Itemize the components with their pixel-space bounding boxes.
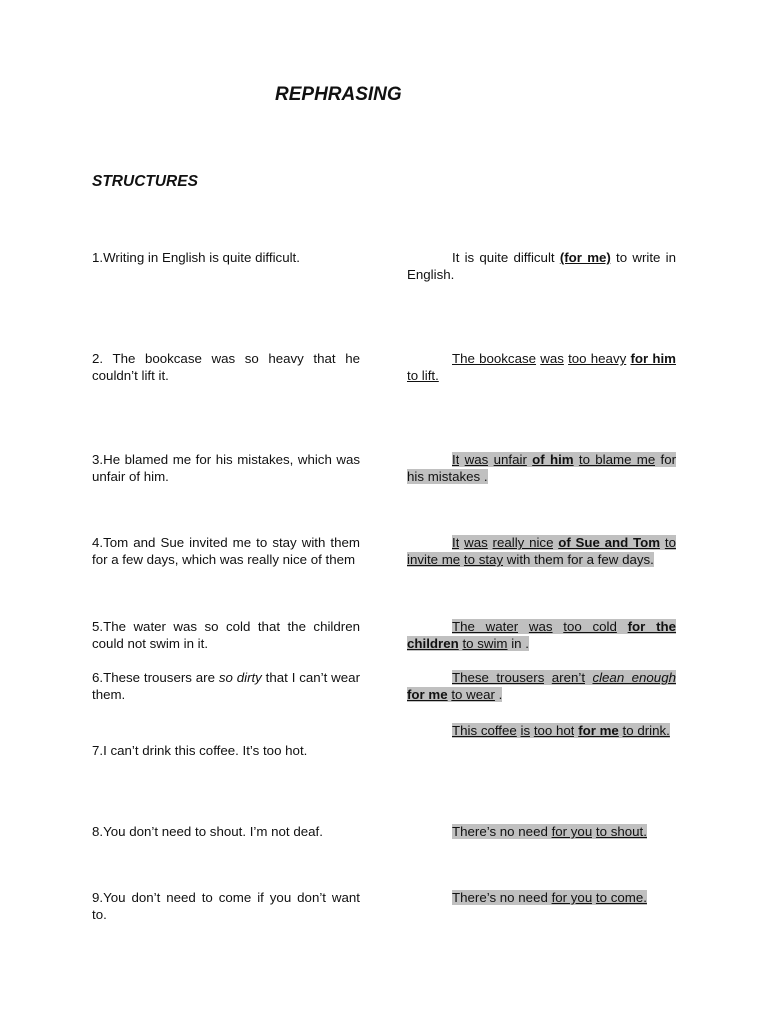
question-1: 1.Writing in English is quite difficult. <box>92 250 300 265</box>
answer-segment: to swim <box>462 636 508 651</box>
answer-segment <box>488 535 493 550</box>
answer-segment: was <box>464 535 488 550</box>
answer-segment: was <box>464 452 489 467</box>
answer-segment: for you <box>551 890 593 905</box>
answer-segment: too heavy <box>568 351 627 366</box>
answer-segment: This coffee <box>452 723 517 738</box>
answer-segment: (for me) <box>559 250 611 265</box>
answer-segment: The bookcase <box>452 351 537 366</box>
answer-segment: to drink. <box>622 723 670 738</box>
answer-1 <box>407 249 676 283</box>
answer-segment: of Sue and Tom <box>558 535 661 550</box>
answer-segment: to lift. <box>407 368 439 383</box>
answer-segment: for you <box>551 824 593 839</box>
answer-segment: really nice <box>492 535 554 550</box>
answer-segment: was <box>540 351 564 366</box>
answer-9 <box>407 889 676 906</box>
answer-8 <box>407 823 676 840</box>
answer-segment <box>544 670 551 685</box>
answer-segment: to write in English. <box>407 250 676 282</box>
answer-segment: to stay <box>463 552 504 567</box>
answer-7 <box>407 722 676 739</box>
section-heading: STRUCTURES <box>92 173 198 190</box>
answer-segment <box>459 452 464 467</box>
answer-segment: of him <box>532 452 574 467</box>
answer-segment: for him <box>630 351 677 366</box>
question-5: 5.The water was so cold that the children could not swim in it. <box>92 619 360 651</box>
answer-segment: aren’t <box>551 670 586 685</box>
answer-segment: It <box>452 452 460 467</box>
answer-segment: It <box>452 535 460 550</box>
answer-segment <box>488 452 493 467</box>
question-emphasis: so dirty <box>218 670 262 685</box>
answer-segment: unfair <box>493 452 527 467</box>
answer-segment: for the children <box>407 619 677 651</box>
answer-segment <box>553 619 564 634</box>
answer-6 <box>407 669 676 703</box>
answer-segment: for his mistakes . <box>407 452 677 484</box>
answer-segment: too hot <box>533 723 575 738</box>
answer-segment: There’s no need <box>452 824 552 839</box>
answer-5 <box>407 618 676 652</box>
answer-2 <box>407 350 676 384</box>
answer-segment: to invite me <box>407 535 676 567</box>
answer-segment: with them for a few days. <box>503 552 654 567</box>
answer-segment: There’s no need <box>452 890 552 905</box>
answer-segment: too cold <box>563 619 617 634</box>
answer-segment: in . <box>507 636 529 651</box>
page-title: REPHRASING <box>275 84 402 105</box>
question-4: 4.Tom and Sue invited me to stay with them for a few days, which was really nice of them <box>92 535 360 567</box>
question-6: 6.These trousers are so dirty that I can’t wear them. <box>92 670 360 702</box>
answer-segment: to wear <box>451 687 495 702</box>
answer-segment: is <box>520 723 531 738</box>
question-3: 3.He blamed me for his mistakes, which was unfair of him. <box>92 452 360 484</box>
answer-3 <box>407 451 676 485</box>
answer-segment <box>617 619 628 634</box>
answer-4 <box>407 534 676 568</box>
answer-segment: to blame me <box>578 452 656 467</box>
question-8: 8.You don’t need to shout. I’m not deaf. <box>92 824 323 839</box>
question-2: 2. The bookcase was so heavy that he couldn’t lift it. <box>92 351 360 383</box>
answer-segment: clean enough <box>592 670 676 685</box>
answer-segment: for me <box>407 687 448 702</box>
answer-segment: It is quite difficult <box>452 250 560 265</box>
answer-segment: The water <box>452 619 519 634</box>
answer-segment: for me <box>578 723 619 738</box>
question-9: 9.You don’t need to come if you don’t want to. <box>92 890 360 922</box>
question-7: 7.I can’t drink this coffee. It’s too hot. <box>92 743 308 758</box>
answer-segment: These trousers <box>452 670 545 685</box>
answer-segment: to shout. <box>595 824 647 839</box>
answer-segment <box>619 723 623 738</box>
answer-segment: . <box>494 687 503 702</box>
answer-segment <box>517 723 521 738</box>
answer-segment <box>518 619 529 634</box>
answer-segment: was <box>528 619 553 634</box>
answer-segment: to come. <box>595 890 647 905</box>
